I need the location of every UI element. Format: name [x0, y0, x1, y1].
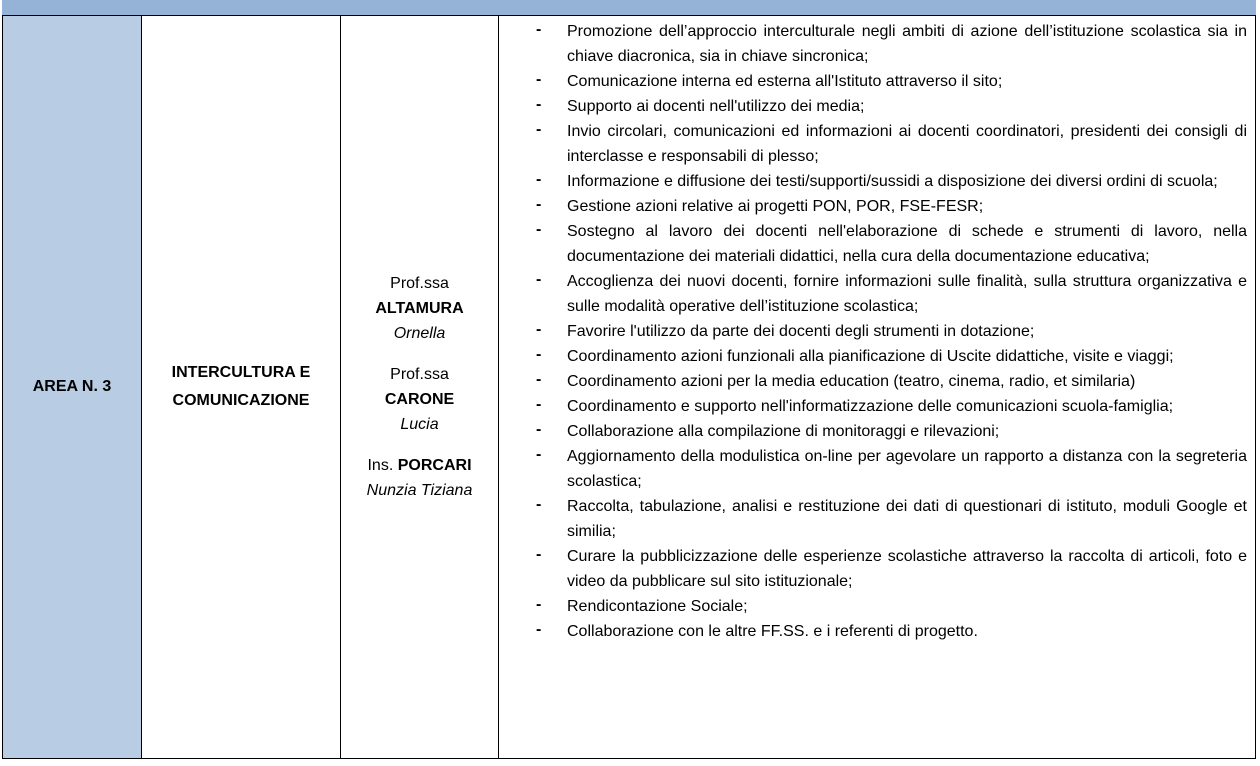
task-item: [499, 19, 1247, 69]
staff-first-name: Ornella: [393, 325, 446, 342]
task-text: Coordinamento azioni per la media education (teatro, cinema, radio, et similaria): [567, 373, 1136, 390]
task-item: [499, 94, 1247, 119]
task-text: Supporto ai docenti nell'utilizzo dei media;: [567, 98, 865, 115]
staff-title-and-surname: [341, 453, 498, 478]
dash-bullet: -: [536, 196, 542, 213]
staff-member: [341, 271, 498, 346]
task-text: Raccolta, tabulazione, analisi e restituzione dei dati di questionari di istituto, moduli Google et similia;: [567, 498, 1247, 540]
task-item: [499, 419, 1247, 444]
dash-bullet: -: [536, 546, 542, 563]
task-item: [499, 169, 1247, 194]
staff-surname: CARONE: [384, 391, 455, 408]
function-name-line-1: INTERCULTURA E: [171, 364, 311, 381]
dash-bullet: -: [536, 396, 542, 413]
table-row: [3, 16, 1256, 759]
task-item: [499, 219, 1247, 269]
dash-bullet: -: [536, 271, 542, 288]
dash-bullet: -: [536, 71, 542, 88]
task-text: Promozione dell’approccio interculturale negli ambiti di azione dell’istituzione scolastica sia in chiave diacronica, sia in chiave sincronica;: [567, 23, 1247, 65]
task-text: Curare la pubblicizzazione delle esperienze scolastiche attraverso la raccolta di articoli, foto e video da pubblicare sul sito istituzionale;: [567, 548, 1247, 590]
task-text: Rendicontazione Sociale;: [567, 598, 748, 615]
staff-title: Prof.ssa: [390, 275, 449, 292]
task-item: [499, 319, 1247, 344]
tasks-cell: [499, 16, 1256, 759]
dash-bullet: -: [536, 221, 542, 238]
staff-member: [341, 453, 498, 503]
function-name-line-2: COMUNICAZIONE: [172, 392, 310, 409]
task-list: [499, 16, 1255, 644]
area-cell: [3, 16, 142, 759]
dash-bullet: -: [536, 321, 542, 338]
staff-title: Prof.ssa: [390, 366, 449, 383]
task-text: Favorire l'utilizzo da parte dei docenti degli strumenti in dotazione;: [567, 323, 1035, 340]
dash-bullet: -: [536, 371, 542, 388]
task-text: Collaborazione con le altre FF.SS. e i referenti di progetto.: [567, 623, 978, 640]
dash-bullet: -: [536, 446, 542, 463]
task-item: [499, 369, 1247, 394]
staff-first-name: Lucia: [400, 416, 439, 433]
dash-bullet: -: [536, 121, 542, 138]
dash-bullet: -: [536, 596, 542, 613]
task-item: [499, 69, 1247, 94]
task-item: [499, 494, 1247, 544]
dash-bullet: -: [536, 21, 542, 38]
task-text: Coordinamento e supporto nell'informatizzazione delle comunicazioni scuola-famiglia;: [567, 398, 1174, 415]
task-text: Comunicazione interna ed esterna all'Istituto attraverso il sito;: [567, 73, 1003, 90]
task-item: [499, 444, 1247, 494]
staff-first-name: Nunzia Tiziana: [366, 482, 473, 499]
dash-bullet: -: [536, 621, 542, 638]
task-text: Invio circolari, comunicazioni ed informazioni ai docenti coordinatori, presidenti dei consigli di interclasse e responsabili di plesso;: [567, 123, 1247, 165]
task-item: [499, 269, 1247, 319]
task-item: [499, 119, 1247, 169]
staff-surname: PORCARI: [397, 457, 472, 474]
task-item: [499, 344, 1247, 369]
task-item: [499, 594, 1247, 619]
task-text: Collaborazione alla compilazione di monitoraggi e rilevazioni;: [567, 423, 1000, 440]
task-item: [499, 394, 1247, 419]
dash-bullet: -: [536, 496, 542, 513]
dash-bullet: -: [536, 346, 542, 363]
area-label: AREA N. 3: [32, 378, 112, 395]
dash-bullet: -: [536, 96, 542, 113]
functions-table: [2, 15, 1256, 759]
function-name-cell: [142, 16, 341, 759]
task-text: Gestione azioni relative ai progetti PON, POR, FSE-FESR;: [567, 198, 984, 215]
task-text: Informazione e diffusione dei testi/supporti/sussidi a disposizione dei diversi ordini di scuola;: [567, 173, 1218, 190]
staff-cell: [341, 16, 499, 759]
staff-surname: ALTAMURA: [375, 300, 464, 317]
dash-bullet: -: [536, 171, 542, 188]
task-item: [499, 194, 1247, 219]
task-item: [499, 544, 1247, 594]
task-text: Coordinamento azioni funzionali alla pianificazione di Uscite didattiche, visite e viaggi;: [567, 348, 1174, 365]
staff-title: Ins.: [367, 457, 394, 474]
dash-bullet: -: [536, 421, 542, 438]
task-text: Sostegno al lavoro dei docenti nell'elaborazione di schede e strumenti di lavoro, nella documentazione dei materiali didattici, nella cura della documentazione educativa;: [567, 223, 1247, 265]
task-item: [499, 619, 1247, 644]
task-text: Aggiornamento della modulistica on-line per agevolare un rapporto a distanza con la segreteria scolastica;: [567, 448, 1247, 490]
table-header-band: [2, 0, 1256, 15]
staff-member: [341, 362, 498, 437]
task-text: Accoglienza dei nuovi docenti, fornire informazioni sulle finalità, sulla struttura organizzativa e sulle modalità operative dell’istituzione scolastica;: [567, 273, 1247, 315]
